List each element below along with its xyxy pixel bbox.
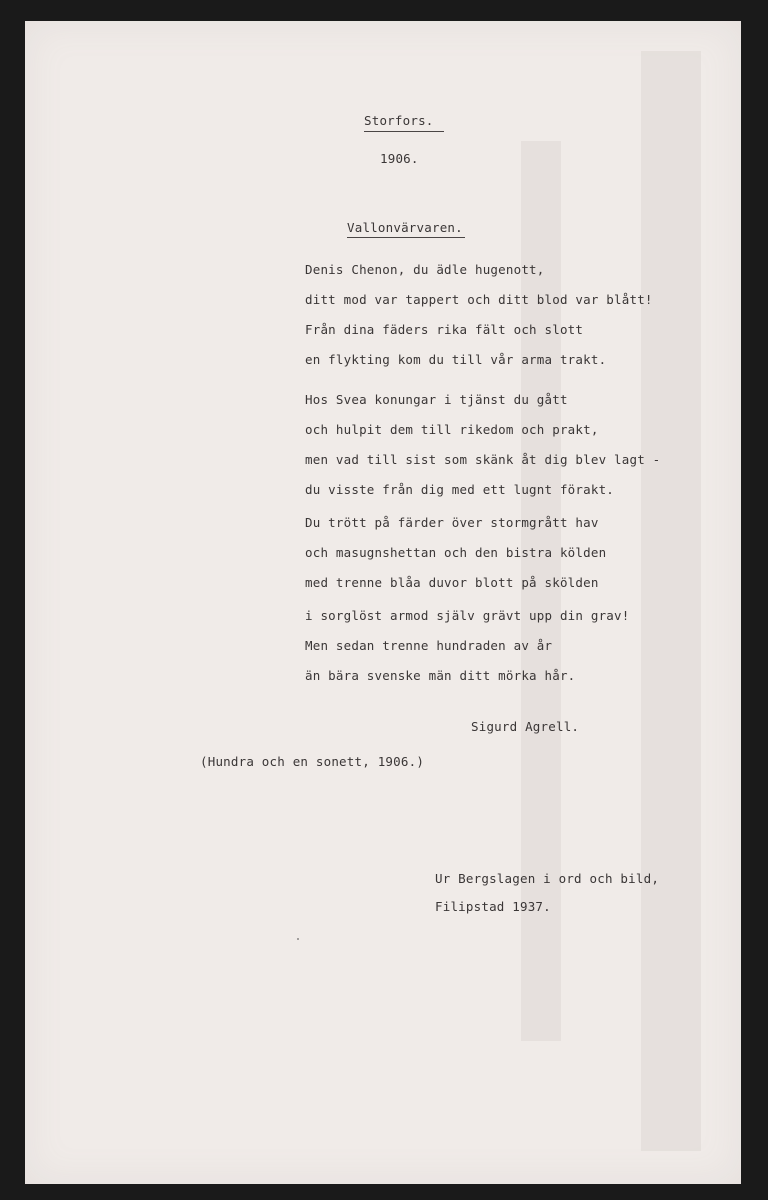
year-heading: 1906. [380, 151, 419, 166]
poem-line: Hos Svea konungar i tjänst du gått [305, 392, 568, 407]
poem-line: Denis Chenon, du ädle hugenott, [305, 262, 545, 277]
poem-line: en flykting kom du till vår arma trakt. [305, 352, 607, 367]
poem-line: Från dina fäders rika fält och slott [305, 322, 584, 337]
stanza-2 [305, 385, 660, 505]
poem-line: du visste från dig med ett lugnt förakt. [305, 482, 615, 497]
document-page [25, 21, 741, 1184]
poem-line: med trenne blåa duvor blott på skölden [305, 575, 599, 590]
place-underline [364, 131, 444, 132]
poem-line: men vad till sist som skänk åt dig blev lagt - [305, 452, 661, 467]
poem-line: än bära svenske män ditt mörka hår. [305, 668, 576, 683]
ink-speck [297, 938, 299, 940]
publication-place: Filipstad 1937. [435, 899, 551, 914]
source-note: (Hundra och en sonett, 1906.) [200, 754, 425, 769]
poem-line: i sorglöst armod själv grävt upp din grav! [305, 608, 630, 623]
stanza-1 [305, 255, 653, 375]
poem-line: ditt mod var tappert och ditt blod var blått! [305, 292, 653, 307]
place-heading: Storfors. [364, 113, 434, 128]
stanza-3 [305, 508, 606, 598]
poem-line: Du trött på färder över stormgrått hav [305, 515, 599, 530]
poem-title: Vallonvärvaren. [347, 220, 463, 235]
stanza-4 [305, 601, 629, 691]
poem-line: och masugnshettan och den bistra kölden [305, 545, 607, 560]
poem-line: Men sedan trenne hundraden av år [305, 638, 553, 653]
publication-line: Ur Bergslagen i ord och bild, [435, 871, 660, 886]
author-signature: Sigurd Agrell. [471, 719, 580, 734]
poem-line: och hulpit dem till rikedom och prakt, [305, 422, 599, 437]
poem-title-underline [347, 237, 465, 238]
